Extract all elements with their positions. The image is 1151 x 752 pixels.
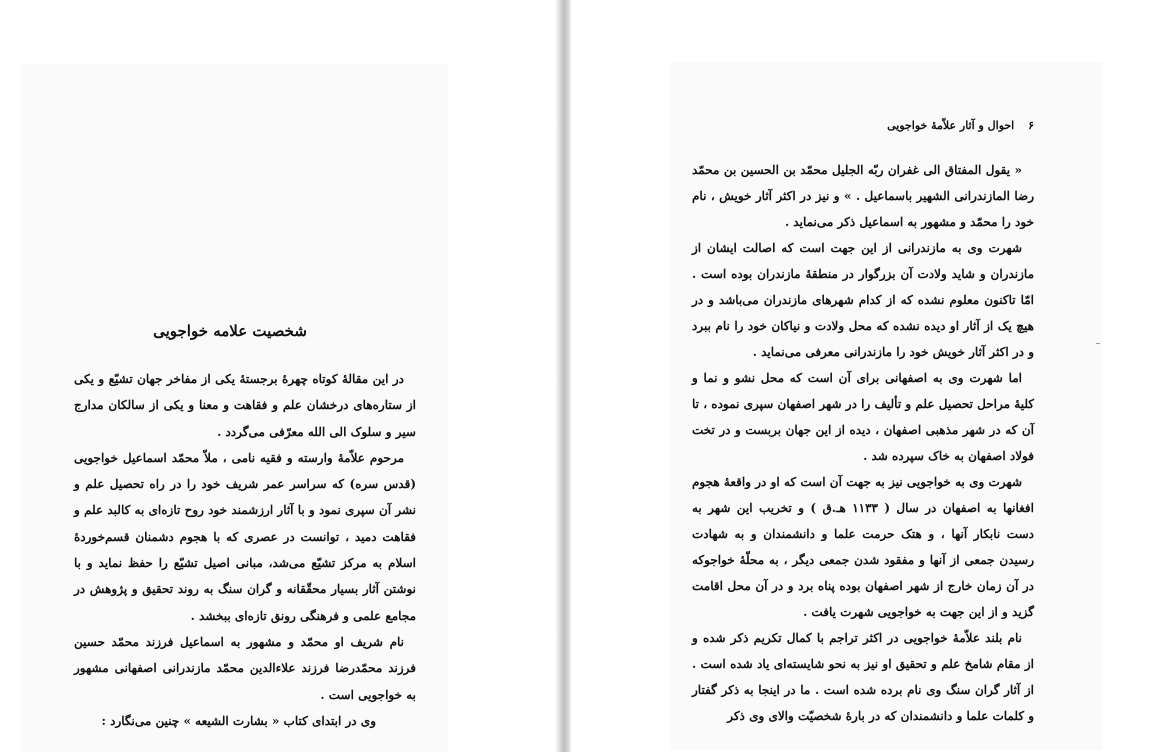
scan-speck bbox=[1096, 343, 1100, 344]
page-gutter bbox=[555, 0, 571, 752]
paragraph: وی در ابتدای کتاب « بشارت الشیعه » چنین می‌نگارد : bbox=[101, 713, 376, 728]
running-header bbox=[862, 119, 1034, 132]
paragraph: شهرت وی به مازندرانی از این جهت است که اصالت ایشان از مازندران و شاید ولادت آن بزرگوار در منطقهٔ مازندران بوده است . امّا تاکنون معلوم نشده که از کدام شهرهای مازندران می‌باشد و در هیچ یک از آثار او دیده نشده که محل ولادت و نیاکان خود را نام ببرد و در اکثر آثار خویش خود را مازندرانی معرفی می‌نماید . bbox=[692, 241, 1034, 359]
paragraph: مرحوم علاّمهٔ وارسته و فقیه نامی ، ملاّ محمّد اسماعیل خواجویی (قدس سره) که سراسر عمر شریف خود را در راه تحصیل علم و نشر آن سپری نمود و با آثار ارزشمند خود روح تازه‌ای به کالبد علم و فقاهت دمید ، توانست در عصری که با هجوم دشمنان قسم‌خوردهٔ اسلام به مرکز تشیّع می‌شد، مبانی اصیل تشیّع را حفظ نماید و با نوشتن آثار بسیار محقّقانه و گران سنگ به روند تحقیق و پژوهش در مجامع علمی و فرهنگی رونق تازه‌ای ببخشد . bbox=[74, 450, 416, 623]
page-number: ۶ bbox=[1028, 119, 1034, 132]
paragraph: شهرت وی به خواجویی نیز به جهت آن است که او در واقعهٔ هجوم افغانها به اصفهان در سال ( ۱۱۳۳ هـ.ق ) و تخریب این شهر به دست نابکار آنها ، و هتک حرمت علما و دانشمندان و به شهادت رسیدن جمعی از آنها و مفقود شدن جمعی دیگر ، به محلّهٔ خواجوکه در آن زمان خارج از شهر اصفهان بوده پناه برد و در آن محل اقامت گزید و از این جهت به خواجویی شهرت یافت . bbox=[692, 475, 1034, 619]
paragraph: اما شهرت وی به اصفهانی برای آن است که محل نشو و نما و کلیهٔ مراحل تحصیل علم و تألیف را در شهر اصفهان سپری نموده ، تا آن که در شهر مذهبی اصفهان ، دیده از این جهان بربست و در تخت فولاد اصفهان به خاک سپرده شد . bbox=[692, 371, 1034, 463]
paragraph: در این مقالهٔ کوتاه چهرهٔ برجستهٔ یکی از مفاخر جهان تشیّع و یکی از ستاره‌های درخشان علم و فقاهت و معنا و یکی از سالکان مدارج سیر و سلوک الی الله معرّفی می‌گردد . bbox=[74, 372, 416, 439]
paragraph: « یقول المفتاق الی غفران ربّه الجلیل محمّد بن الحسین بن محمّد رضا المازندرانی الشهیر باسماعیل . » و نیز در اکثر آثار خویش ، نام خود را محمّد و مشهور به اسماعیل ذکر می‌نماید . bbox=[692, 163, 1034, 229]
chapter-title: شخصیت علامه خواجویی bbox=[153, 322, 307, 340]
paragraph: نام بلند علاّمهٔ خواجویی در اکثر تراجم با کمال تکریم ذکر شده و از مقام شامخ علم و تحقیق او نیز به نحو شایسته‌ای یاد شده است . از آثار گران سنگ وی نام برده شده است . ما در اینجا به ذکر گفتار و کلمات علما و دانشمندان که در بارهٔ شخصیّت والای وی ذکر bbox=[692, 631, 1034, 723]
running-head-title: احوال و آثار علاّمهٔ خواجویی bbox=[887, 119, 1015, 132]
paragraph: نام شریف او محمّد و مشهور به اسماعیل فرزند محمّد حسین فرزند محمّدرضا فرزند علاءالدین محمّد مازندرانی اصفهانی مشهور به خواجویی است . bbox=[74, 634, 416, 702]
right-page-body bbox=[692, 157, 1034, 729]
left-page-body bbox=[74, 366, 416, 734]
left-page bbox=[0, 0, 555, 752]
